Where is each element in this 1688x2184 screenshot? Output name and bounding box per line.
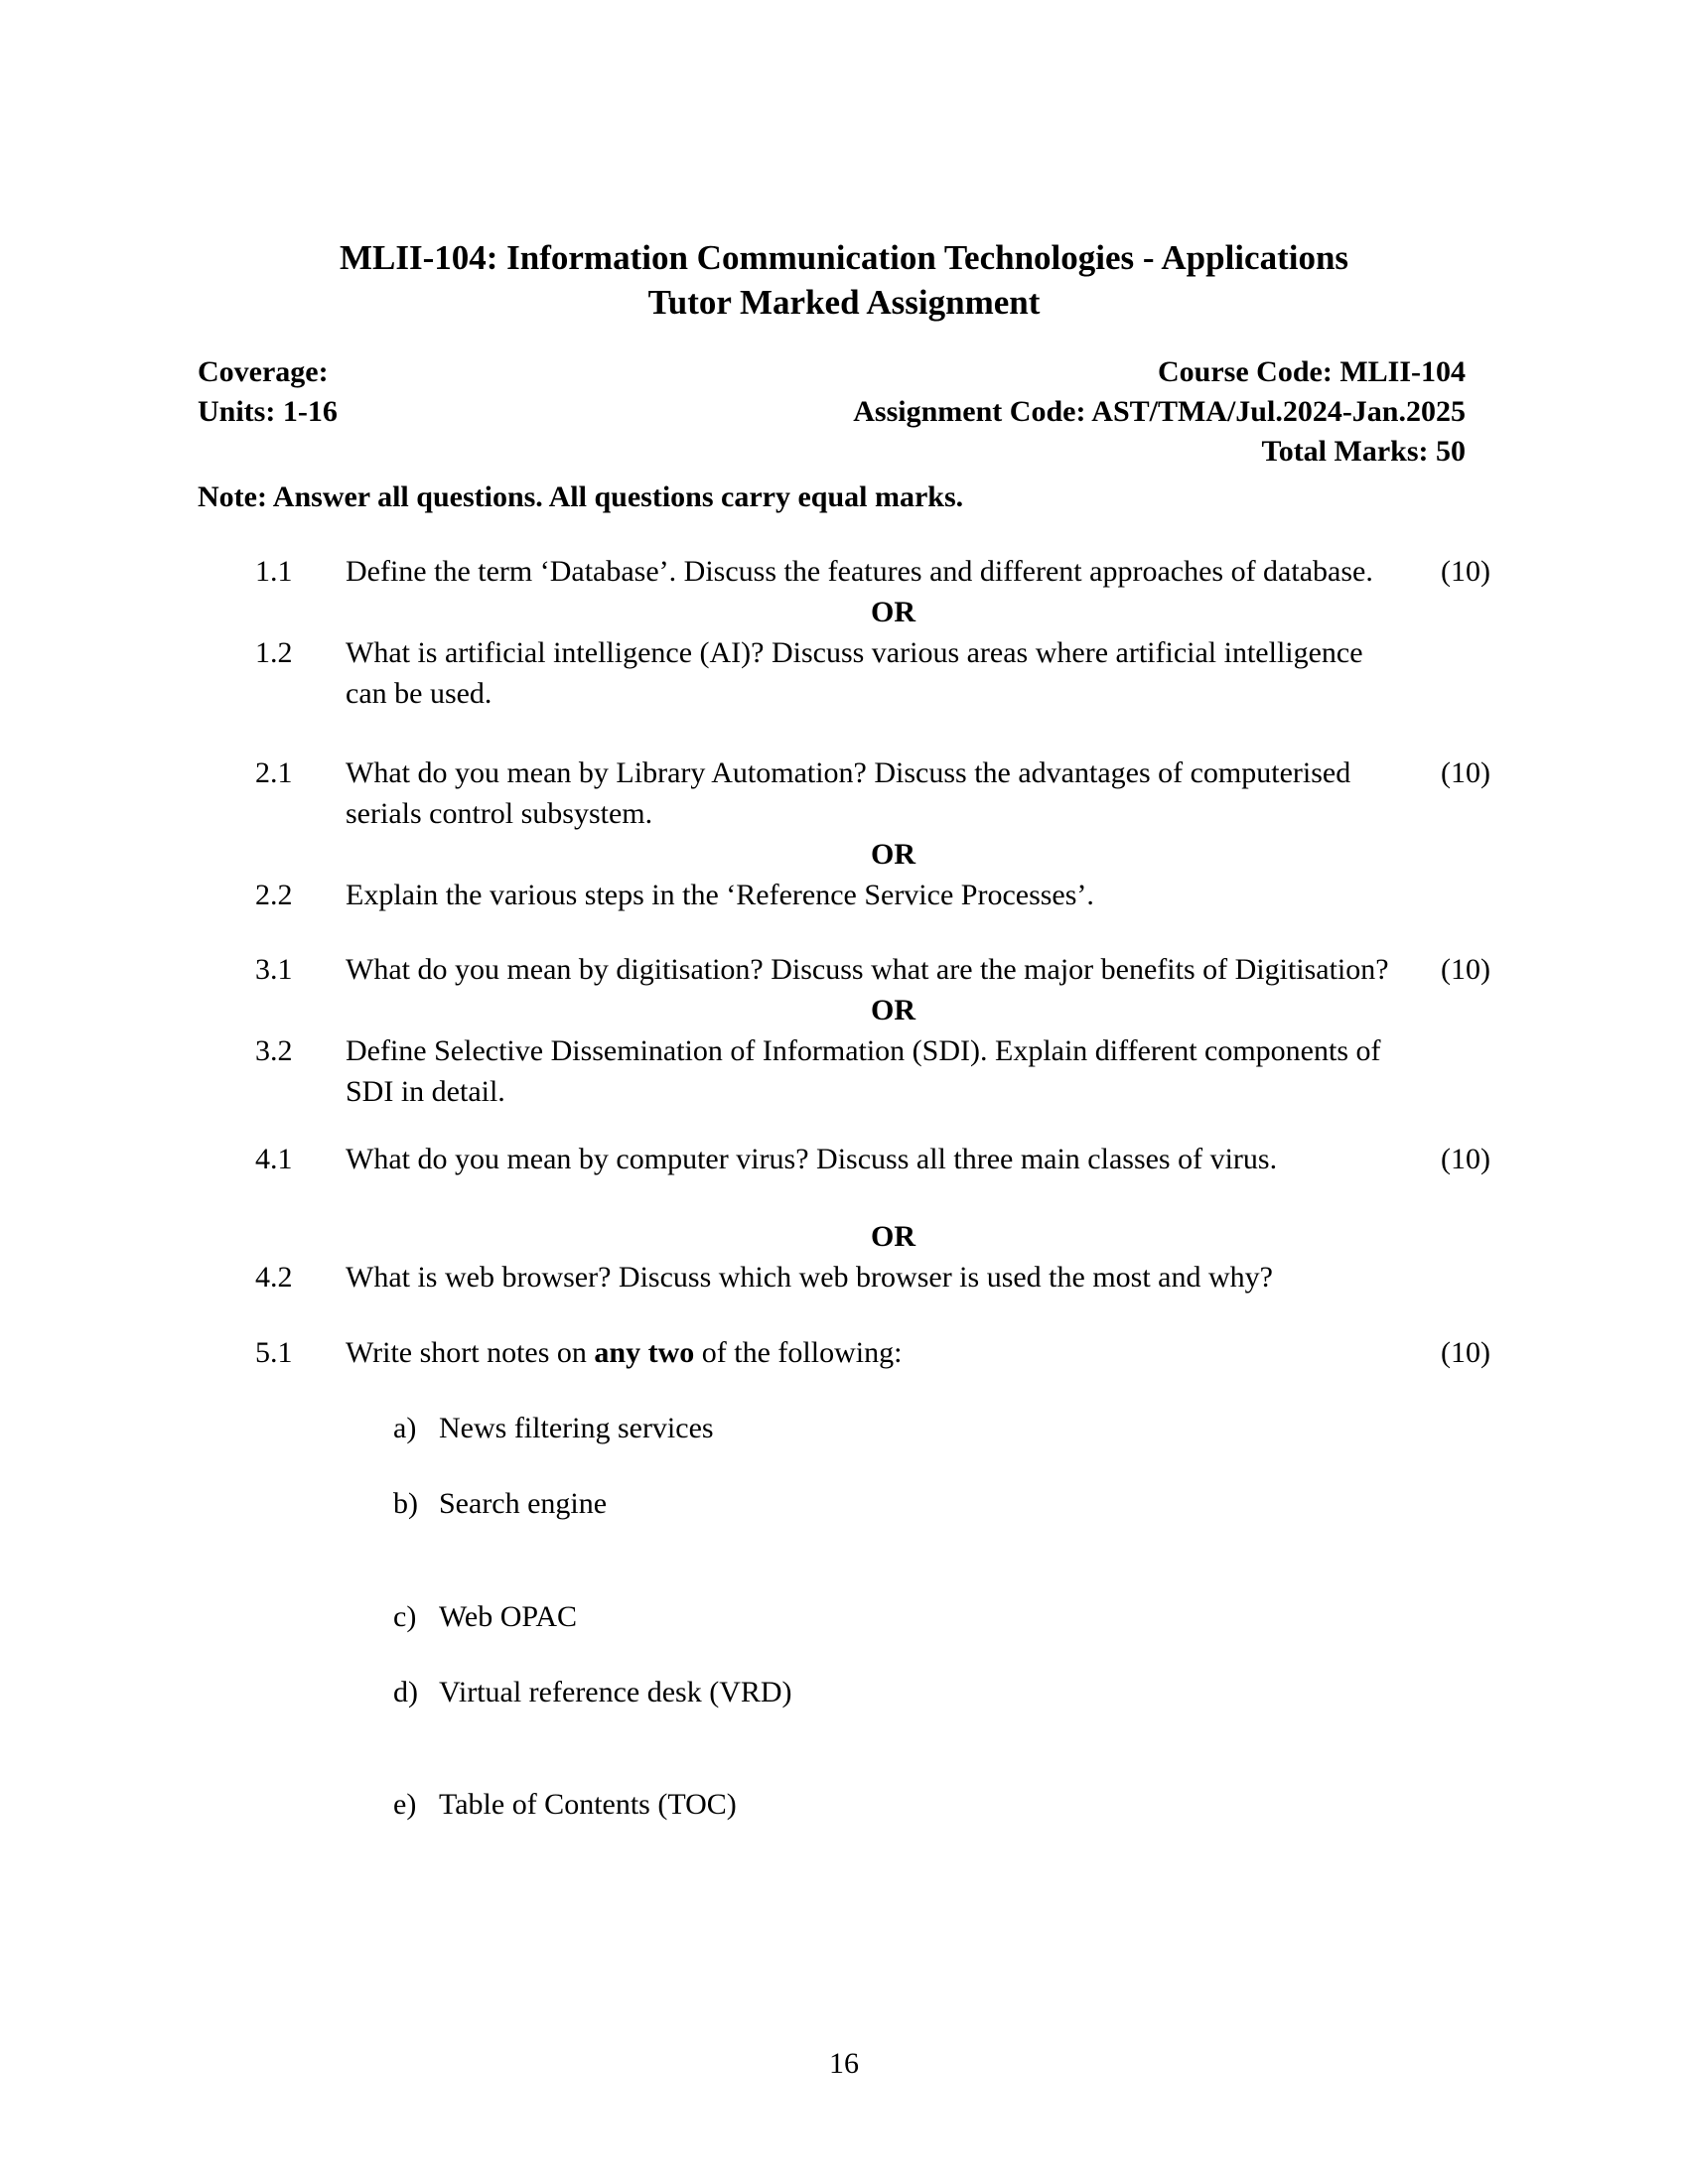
short-note-options xyxy=(393,1408,1569,1825)
question-marks: (10) xyxy=(1441,756,1490,789)
question-4-2 xyxy=(255,1257,1569,1297)
option-label: c) xyxy=(393,1600,417,1633)
question-4-1 xyxy=(255,1139,1569,1179)
question-number: 4.1 xyxy=(255,1143,293,1175)
page-title-line1: MLII-104: Information Communication Technologies - Applications xyxy=(339,238,1349,277)
question-number: 2.2 xyxy=(255,879,293,911)
question-text: What do you mean by computer virus? Discuss all three main classes of virus. xyxy=(346,1143,1278,1175)
question-text: Define Selective Dissemination of Information (SDI). Explain different components of SDI in detail. xyxy=(346,1034,1381,1108)
question-number: 3.2 xyxy=(255,1034,293,1067)
question-text: Define the term ‘Database’. Discuss the features and different approaches of database. xyxy=(346,555,1373,588)
option-text: Search engine xyxy=(439,1487,608,1520)
option-text: News filtering services xyxy=(439,1412,714,1444)
option-label: a) xyxy=(393,1412,417,1444)
question-text: What do you mean by digitisation? Discuss what are the major benefits of Digitisation? xyxy=(346,953,1389,986)
question-marks: (10) xyxy=(1441,1336,1490,1369)
question-group-3 xyxy=(255,949,1569,1112)
question-text: What is web browser? Discuss which web browser is used the most and why? xyxy=(346,1261,1273,1294)
or-separator: OR xyxy=(871,596,915,628)
question-group-5 xyxy=(255,1332,1569,1825)
question-2-1 xyxy=(255,752,1569,834)
page-title-line2: Tutor Marked Assignment xyxy=(647,283,1041,322)
question-number: 1.1 xyxy=(255,555,293,588)
meta-row-1 xyxy=(198,352,1466,392)
question-1-1 xyxy=(255,551,1569,592)
option-e xyxy=(393,1784,1569,1825)
question-number: 3.1 xyxy=(255,953,293,986)
meta-block xyxy=(198,352,1466,472)
option-b xyxy=(393,1483,1569,1524)
questions-section xyxy=(255,551,1569,1825)
total-marks: Total Marks: 50 xyxy=(1261,435,1466,468)
question-3-2 xyxy=(255,1030,1569,1112)
units-label: Units: 1-16 xyxy=(198,395,338,428)
note-text: Note: Answer all questions. All questions carry equal marks. xyxy=(198,480,964,513)
question-text xyxy=(346,1332,1441,1373)
option-text: Virtual reference desk (VRD) xyxy=(439,1676,792,1708)
coverage-label: Coverage: xyxy=(198,355,329,388)
option-text: Table of Contents (TOC) xyxy=(439,1788,737,1821)
question-3-1 xyxy=(255,949,1569,990)
option-a xyxy=(393,1408,1569,1448)
question-text-suffix: of the following: xyxy=(694,1336,903,1369)
or-separator: OR xyxy=(871,994,915,1026)
question-2-2 xyxy=(255,875,1569,915)
question-text: Explain the various steps in the ‘Reference Service Processes’. xyxy=(346,879,1094,911)
assignment-code: Assignment Code: AST/TMA/Jul.2024-Jan.2025 xyxy=(853,395,1466,428)
question-group-4 xyxy=(255,1139,1569,1297)
question-marks: (10) xyxy=(1441,555,1490,588)
question-5-1 xyxy=(255,1332,1569,1373)
meta-row-2 xyxy=(198,392,1466,432)
option-label: e) xyxy=(393,1788,417,1821)
question-text-emphasis: any two xyxy=(594,1336,695,1369)
option-c xyxy=(393,1596,1569,1637)
page-title xyxy=(0,0,1688,325)
question-text: What do you mean by Library Automation? Discuss the advantages of computerised serials control subsystem. xyxy=(346,756,1351,830)
question-text-prefix: Write short notes on xyxy=(346,1336,595,1369)
question-text: What is artificial intelligence (AI)? Discuss various areas where artificial intelligence can be used. xyxy=(346,636,1363,710)
question-number: 2.1 xyxy=(255,756,293,789)
question-marks: (10) xyxy=(1441,1143,1490,1175)
option-label: b) xyxy=(393,1487,418,1520)
option-label: d) xyxy=(393,1676,418,1708)
course-code: Course Code: MLII-104 xyxy=(1158,355,1466,388)
question-group-2 xyxy=(255,752,1569,915)
page-number: 16 xyxy=(829,2047,859,2080)
question-number: 5.1 xyxy=(255,1336,293,1369)
question-1-2 xyxy=(255,632,1569,714)
or-separator: OR xyxy=(871,838,915,871)
question-number: 1.2 xyxy=(255,636,293,669)
question-group-1 xyxy=(255,551,1569,714)
question-marks: (10) xyxy=(1441,953,1490,986)
question-number: 4.2 xyxy=(255,1261,293,1294)
meta-row-3 xyxy=(198,432,1466,472)
option-text: Web OPAC xyxy=(439,1600,577,1633)
or-separator: OR xyxy=(871,1220,915,1253)
option-d xyxy=(393,1672,1569,1712)
